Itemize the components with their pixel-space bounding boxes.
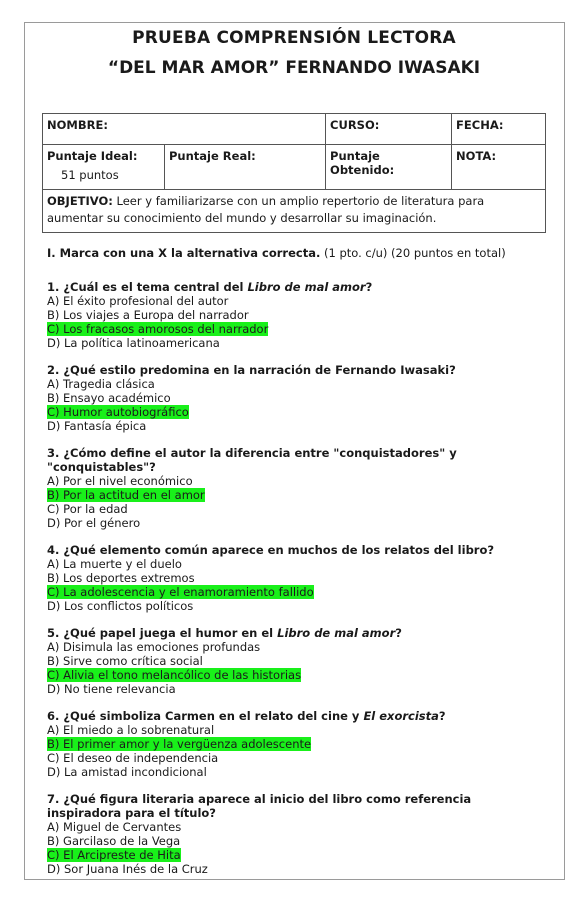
option-c[interactable] xyxy=(47,322,547,336)
puntaje-ideal-value: 51 puntos xyxy=(61,168,119,182)
option-a[interactable]: A) La muerte y el duelo xyxy=(47,557,182,571)
puntaje-obtenido-field[interactable]: Puntaje Obtenido: xyxy=(326,145,452,190)
question-text: 1. ¿Cuál es el tema central del Libro de mal amor? xyxy=(47,280,373,294)
option-c[interactable]: C) Por la edad xyxy=(47,502,128,516)
question-text: 6. ¿Qué simboliza Carmen en el relato del cine y El exorcista? xyxy=(47,709,446,723)
option-b[interactable]: B) Los deportes extremos xyxy=(47,571,195,585)
objetivo-cell xyxy=(43,190,546,233)
objetivo-text: Leer y familiarizarse con un amplio repertorio de literatura para aumentar su conocimiento del mundo y desarrollar su imaginación. xyxy=(47,194,485,225)
question-7 xyxy=(47,792,547,876)
option-a[interactable]: A) Miguel de Cervantes xyxy=(47,820,182,834)
instructions-points: (1 pto. c/u) (20 puntos en total) xyxy=(320,246,506,260)
option-c[interactable] xyxy=(47,848,547,862)
curso-field[interactable]: CURSO: xyxy=(326,114,452,145)
option-c[interactable] xyxy=(47,405,547,419)
option-c[interactable] xyxy=(47,585,547,599)
answer-highlight: C) La adolescencia y el enamoramiento fallido xyxy=(47,585,314,599)
option-b[interactable] xyxy=(47,488,547,502)
answer-highlight: C) Humor autobiográfico xyxy=(47,405,189,419)
option-a[interactable]: A) Disimula las emociones profundas xyxy=(47,640,261,654)
nombre-field[interactable]: NOMBRE: xyxy=(43,114,326,145)
option-a[interactable]: A) El miedo a lo sobrenatural xyxy=(47,723,215,737)
question-3 xyxy=(47,446,547,530)
question-1 xyxy=(47,280,547,350)
student-info-table xyxy=(42,113,546,233)
question-5 xyxy=(47,626,547,696)
instructions-bold: I. Marca con una X la alternativa correcta. xyxy=(47,246,321,260)
option-c[interactable] xyxy=(47,668,547,682)
nota-field[interactable]: NOTA: xyxy=(452,145,546,190)
question-text: 5. ¿Qué papel juega el humor en el Libro de mal amor? xyxy=(47,626,402,640)
option-d[interactable]: D) Los conflictos políticos xyxy=(47,599,194,613)
document-title: PRUEBA COMPRENSIÓN LECTORA xyxy=(132,28,456,48)
option-b[interactable]: B) Sirve como crítica social xyxy=(47,654,203,668)
option-d[interactable]: D) Fantasía épica xyxy=(47,419,147,433)
option-a[interactable]: A) Por el nivel económico xyxy=(47,474,193,488)
question-2 xyxy=(47,363,547,433)
answer-highlight: C) Los fracasos amorosos del narrador xyxy=(47,322,269,336)
fecha-field[interactable]: FECHA: xyxy=(452,114,546,145)
option-c[interactable]: C) El deseo de independencia xyxy=(47,751,219,765)
option-a[interactable]: A) Tragedia clásica xyxy=(47,377,155,391)
option-b[interactable]: B) Ensayo académico xyxy=(47,391,171,405)
puntaje-ideal-label: Puntaje Ideal: xyxy=(47,149,138,163)
option-d[interactable]: D) Sor Juana Inés de la Cruz xyxy=(47,862,208,876)
objetivo-label: OBJETIVO: xyxy=(47,194,113,208)
answer-highlight: B) Por la actitud en el amor xyxy=(47,488,205,502)
question-4 xyxy=(47,543,547,613)
answer-highlight: C) Alivia el tono melancólico de las historias xyxy=(47,668,302,682)
option-d[interactable]: D) Por el género xyxy=(47,516,141,530)
puntaje-ideal-cell xyxy=(43,145,165,190)
option-d[interactable]: D) La amistad incondicional xyxy=(47,765,207,779)
option-b[interactable]: B) Garcilaso de la Vega xyxy=(47,834,181,848)
question-text: 3. ¿Cómo define el autor la diferencia entre "conquistadores" y "conquistables"? xyxy=(47,446,457,474)
question-6 xyxy=(47,709,547,779)
option-b[interactable]: B) Los viajes a Europa del narrador xyxy=(47,308,249,322)
question-text: 2. ¿Qué estilo predomina en la narración de Fernando Iwasaki? xyxy=(47,363,456,377)
answer-highlight: C) El Arcipreste de Hita xyxy=(47,848,181,862)
option-b[interactable] xyxy=(47,737,547,751)
option-a[interactable]: A) El éxito profesional del autor xyxy=(47,294,229,308)
puntaje-real-field[interactable]: Puntaje Real: xyxy=(165,145,326,190)
questions-section xyxy=(47,246,547,889)
option-d[interactable]: D) No tiene relevancia xyxy=(47,682,176,696)
document-subtitle: “DEL MAR AMOR” FERNANDO IWASAKI xyxy=(107,58,481,78)
question-text: 7. ¿Qué figura literaria aparece al inicio del libro como referencia inspiradora para el título? xyxy=(47,792,472,820)
instructions xyxy=(47,246,547,260)
option-d[interactable]: D) La política latinoamericana xyxy=(47,336,220,350)
answer-highlight: B) El primer amor y la vergüenza adolescente xyxy=(47,737,312,751)
question-text: 4. ¿Qué elemento común aparece en muchos de los relatos del libro? xyxy=(47,543,495,557)
